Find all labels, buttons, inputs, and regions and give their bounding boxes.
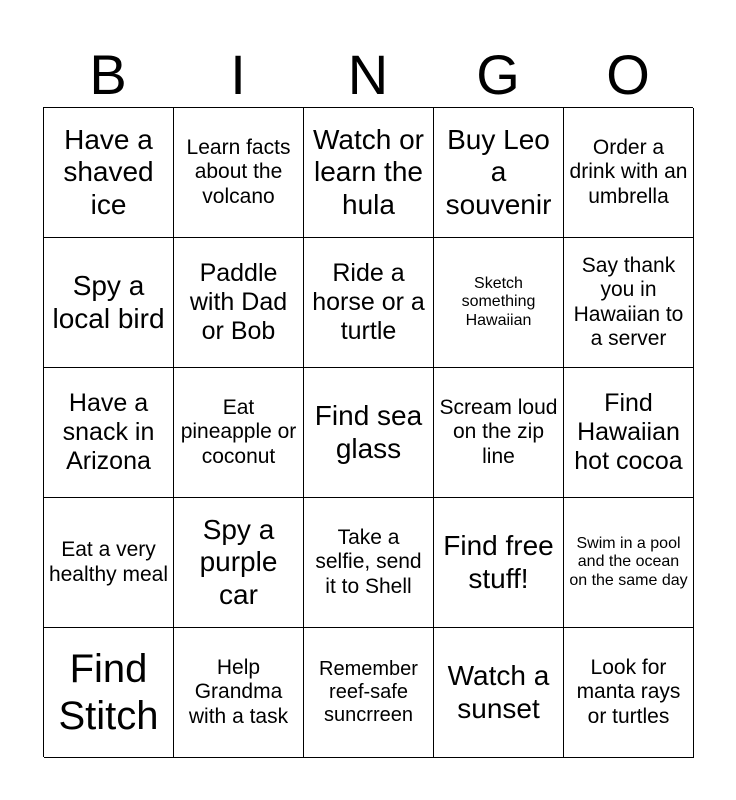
bingo-cell[interactable] <box>174 238 304 368</box>
header-letter-n: N <box>347 43 389 106</box>
bingo-cell-label: Watch a sunset <box>447 660 550 724</box>
bingo-cell-label: Have a snack in Arizona <box>62 389 155 475</box>
bingo-cell[interactable] <box>44 368 174 498</box>
bingo-cell[interactable] <box>564 628 694 758</box>
bingo-cell[interactable] <box>174 108 304 238</box>
bingo-cell[interactable] <box>564 498 694 628</box>
bingo-cell[interactable] <box>174 498 304 628</box>
bingo-cell-label: Find free stuff! <box>443 530 554 594</box>
bingo-cell[interactable] <box>564 108 694 238</box>
bingo-cell-label: Find Stitch <box>58 647 159 738</box>
bingo-cell-label: Find Hawaiian hot cocoa <box>574 389 683 475</box>
bingo-cell-label: Eat a very healthy meal <box>48 538 169 586</box>
bingo-cell[interactable] <box>564 368 694 498</box>
bingo-cell-label: Ride a horse or a turtle <box>312 259 425 345</box>
bingo-cell-label: Look for manta rays or turtles <box>576 655 681 728</box>
bingo-cell-label: Spy a local bird <box>52 270 165 334</box>
bingo-cell[interactable] <box>564 238 694 368</box>
bingo-cell-label: Remember reef-safe suncrreen <box>319 657 418 727</box>
bingo-header <box>43 42 693 108</box>
bingo-cell[interactable] <box>434 108 564 238</box>
bingo-cell-label: Take a selfie, send it to Shell <box>315 525 422 598</box>
header-letter-o: O <box>606 43 650 106</box>
bingo-cell-label: Watch or learn the hula <box>313 123 424 220</box>
bingo-cell[interactable] <box>434 498 564 628</box>
bingo-cell[interactable] <box>434 368 564 498</box>
bingo-cell-label: Eat pineapple or coconut <box>180 395 297 468</box>
bingo-cell[interactable] <box>434 628 564 758</box>
bingo-cell-label: Learn facts about the volcano <box>186 135 291 208</box>
bingo-cell-label: Spy a purple car <box>199 513 278 610</box>
bingo-cell[interactable] <box>44 628 174 758</box>
bingo-cell[interactable] <box>174 628 304 758</box>
bingo-cell-label: Have a shaved ice <box>63 123 154 220</box>
bingo-cell-label: Order a drink with an umbrella <box>569 135 688 208</box>
bingo-cell-label: Paddle with Dad or Bob <box>189 259 288 345</box>
bingo-cell[interactable] <box>304 628 434 758</box>
bingo-cell-label: Say thank you in Hawaiian to a server <box>573 253 684 350</box>
bingo-cell[interactable] <box>304 498 434 628</box>
bingo-cell[interactable] <box>434 238 564 368</box>
bingo-cell[interactable] <box>44 238 174 368</box>
bingo-cell-label: Buy Leo a souvenir <box>445 123 552 220</box>
bingo-cell-label: Find sea glass <box>314 400 423 464</box>
header-letter-i: I <box>230 43 246 106</box>
bingo-cell-label: Swim in a pool and the ocean on the same day <box>569 534 688 589</box>
bingo-cell[interactable] <box>304 108 434 238</box>
header-letter-g: G <box>476 43 520 106</box>
bingo-cell[interactable] <box>174 368 304 498</box>
bingo-cell[interactable] <box>44 498 174 628</box>
header-letter-b: B <box>89 43 127 106</box>
bingo-board <box>43 107 693 757</box>
bingo-cell-label: Scream loud on the zip line <box>439 395 558 468</box>
bingo-cell[interactable] <box>304 238 434 368</box>
bingo-cell-label: Help Grandma with a task <box>188 655 289 728</box>
bingo-cell[interactable] <box>44 108 174 238</box>
bingo-cell-label: Sketch something Hawaiian <box>461 274 536 329</box>
bingo-cell[interactable] <box>304 368 434 498</box>
